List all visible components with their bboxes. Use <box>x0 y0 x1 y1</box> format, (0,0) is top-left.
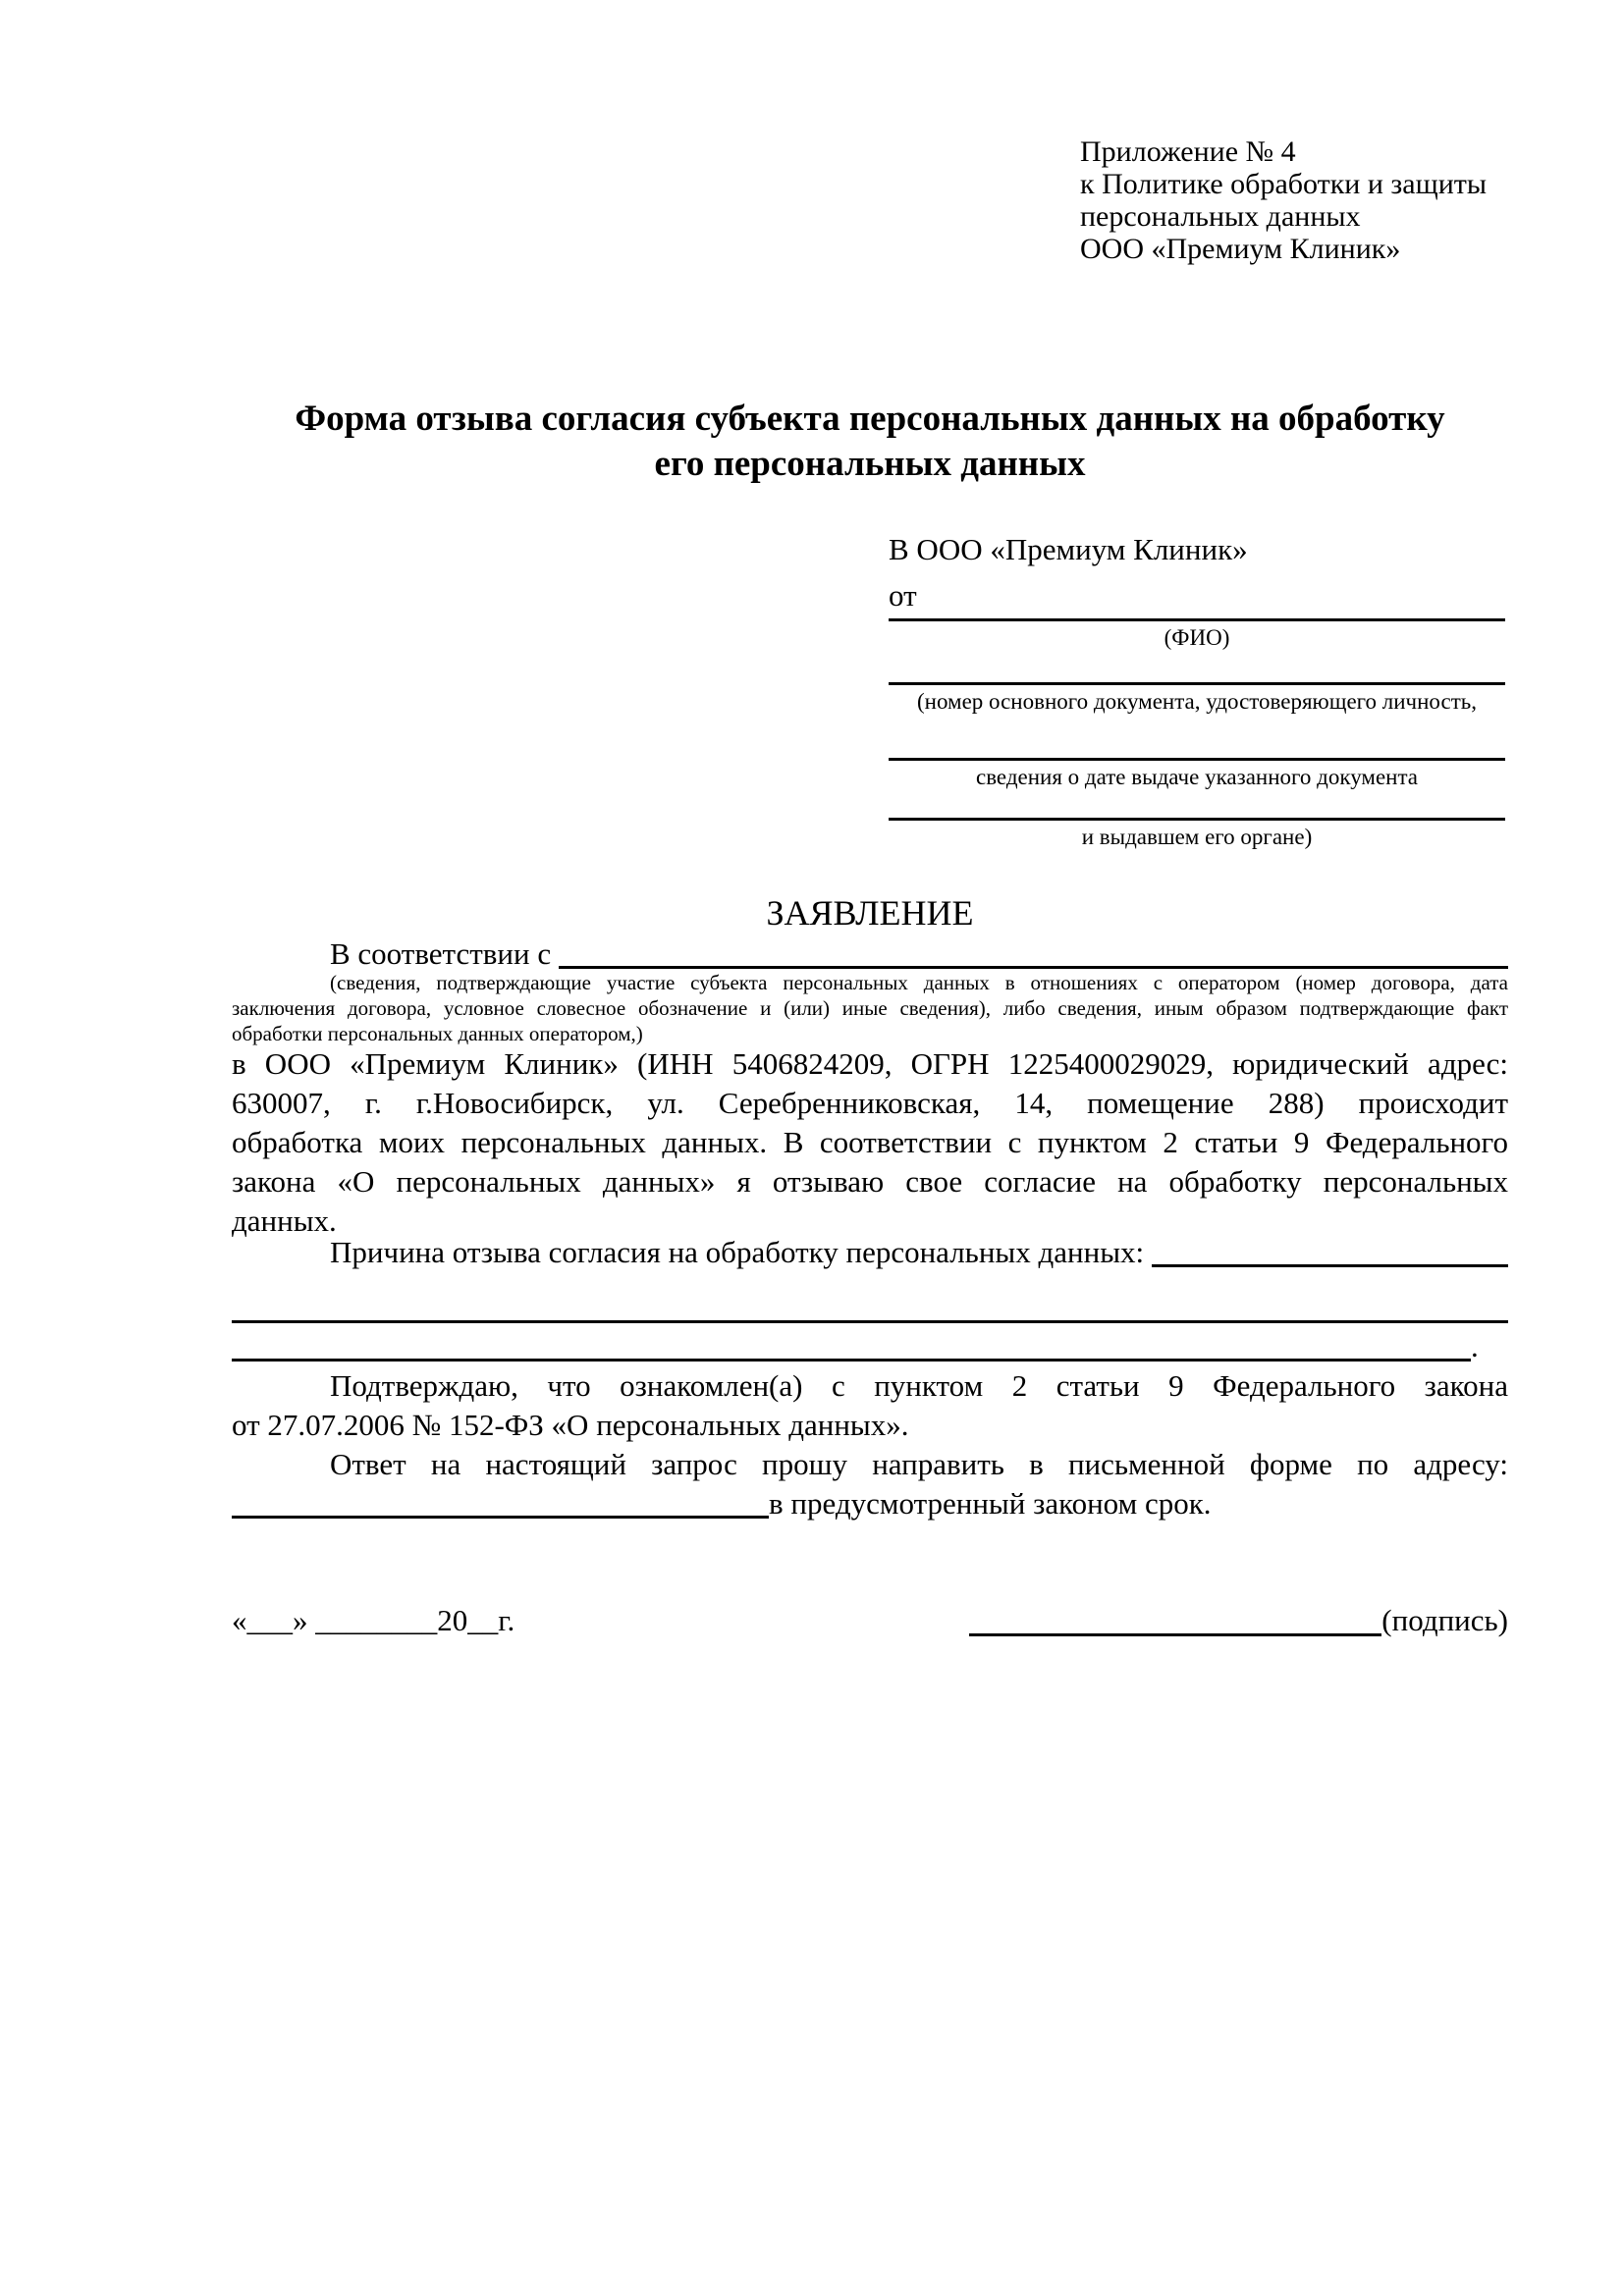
reply-paragraph <box>232 1445 1508 1523</box>
reply-tail-text: в предусмотренный законом срок. <box>769 1486 1212 1521</box>
main-paragraph <box>232 1044 1508 1241</box>
body-line-5: данных. <box>232 1203 337 1238</box>
fio-caption: (ФИО) <box>1164 625 1230 650</box>
intro-blank-line[interactable] <box>559 934 1508 969</box>
reason-writein-line-1[interactable] <box>232 1320 1508 1323</box>
reason-text: Причина отзыва согласия на обработку персональных данных: <box>330 1235 1152 1269</box>
reason-line <box>232 1233 1508 1272</box>
document-title <box>232 397 1508 487</box>
intro-line <box>232 934 1508 974</box>
header-note-line: к Политике обработки и защиты <box>1080 168 1488 200</box>
reply-address-blank-line[interactable] <box>232 1484 769 1519</box>
title-line-1: Форма отзыва согласия субъекта персональных данных на обработку <box>295 399 1445 439</box>
issue-date-caption: сведения о дате выдаче указанного документа <box>975 765 1419 789</box>
document-number-caption: (номер основного документа, удостоверяющего личность, <box>916 689 1477 714</box>
explanatory-note <box>232 970 1508 1046</box>
header-note-line: Приложение № 4 <box>1080 135 1296 168</box>
confirm-line-1: Подтверждаю, что ознакомлен(а) с пунктом 2 статьи 9 Федерального закона <box>330 1368 1508 1403</box>
reply-line-1: Ответ на настоящий запрос прошу направить в письменной форме по адресу: <box>330 1447 1508 1481</box>
intro-text: В соответствии с <box>330 936 559 971</box>
issuing-authority-blank-line[interactable] <box>889 818 1505 821</box>
signature-blank-line[interactable] <box>969 1600 1381 1636</box>
title-line-2: его персональных данных <box>654 444 1086 484</box>
body-line-2: 630007, г. г.Новосибирск, ул. Серебренниковская, 14, помещение 288) происходит <box>232 1086 1508 1120</box>
writein-period: . <box>1471 1329 1479 1363</box>
signature-caption: (подпись) <box>1381 1603 1508 1637</box>
issue-date-blank-line[interactable] <box>889 758 1505 761</box>
signature-group <box>969 1600 1508 1641</box>
header-note-line: ООО «Премиум Клиник» <box>1080 233 1401 265</box>
fio-blank-line[interactable] <box>889 618 1505 621</box>
recipient-block <box>889 526 1505 618</box>
reply-line-2 <box>232 1484 1508 1523</box>
header-note-line: персональных данных <box>1080 200 1361 233</box>
note-line-2: заключения договора, условное словесное обозначение и (или) иные сведения), либо сведения, иным образом подтверждающие факт <box>232 996 1508 1020</box>
recipient-to: В ООО «Премиум Клиник» <box>889 532 1248 566</box>
document-number-blank-line[interactable] <box>889 682 1505 685</box>
note-line-1: (сведения, подтверждающие участие субъекта персональных данных в отношениях с оператором (номер договора, дата <box>330 971 1508 994</box>
note-line-3: обработки персональных данных оператором,) <box>232 1022 643 1045</box>
confirm-line-2: от 27.07.2006 № 152-ФЗ «О персональных данных». <box>232 1408 909 1442</box>
body-line-4: закона «О персональных данных» я отзываю свое согласие на обработку персональных <box>232 1164 1508 1199</box>
body-line-3: обработка моих персональных данных. В соответствии с пунктом 2 статьи 9 Федерального <box>232 1125 1508 1159</box>
date-field[interactable]: «___» ________20__г. <box>232 1603 515 1637</box>
body-line-1: в ООО «Премиум Клиник» (ИНН 5406824209, ОГРН 1225400029029, юридический адрес: <box>232 1046 1508 1081</box>
footer <box>232 1600 1508 1641</box>
statement-heading: ЗАЯВЛЕНИЕ <box>766 893 974 933</box>
reason-blank-line[interactable] <box>1152 1233 1508 1267</box>
confirmation-paragraph <box>232 1366 1508 1445</box>
issuing-authority-caption: и выдавшем его органе) <box>1081 825 1313 849</box>
header-note <box>1080 135 1487 265</box>
recipient-from: от <box>889 578 917 613</box>
reason-writein-blank-2[interactable] <box>232 1327 1471 1362</box>
reason-writein-line-2 <box>232 1327 1508 1366</box>
